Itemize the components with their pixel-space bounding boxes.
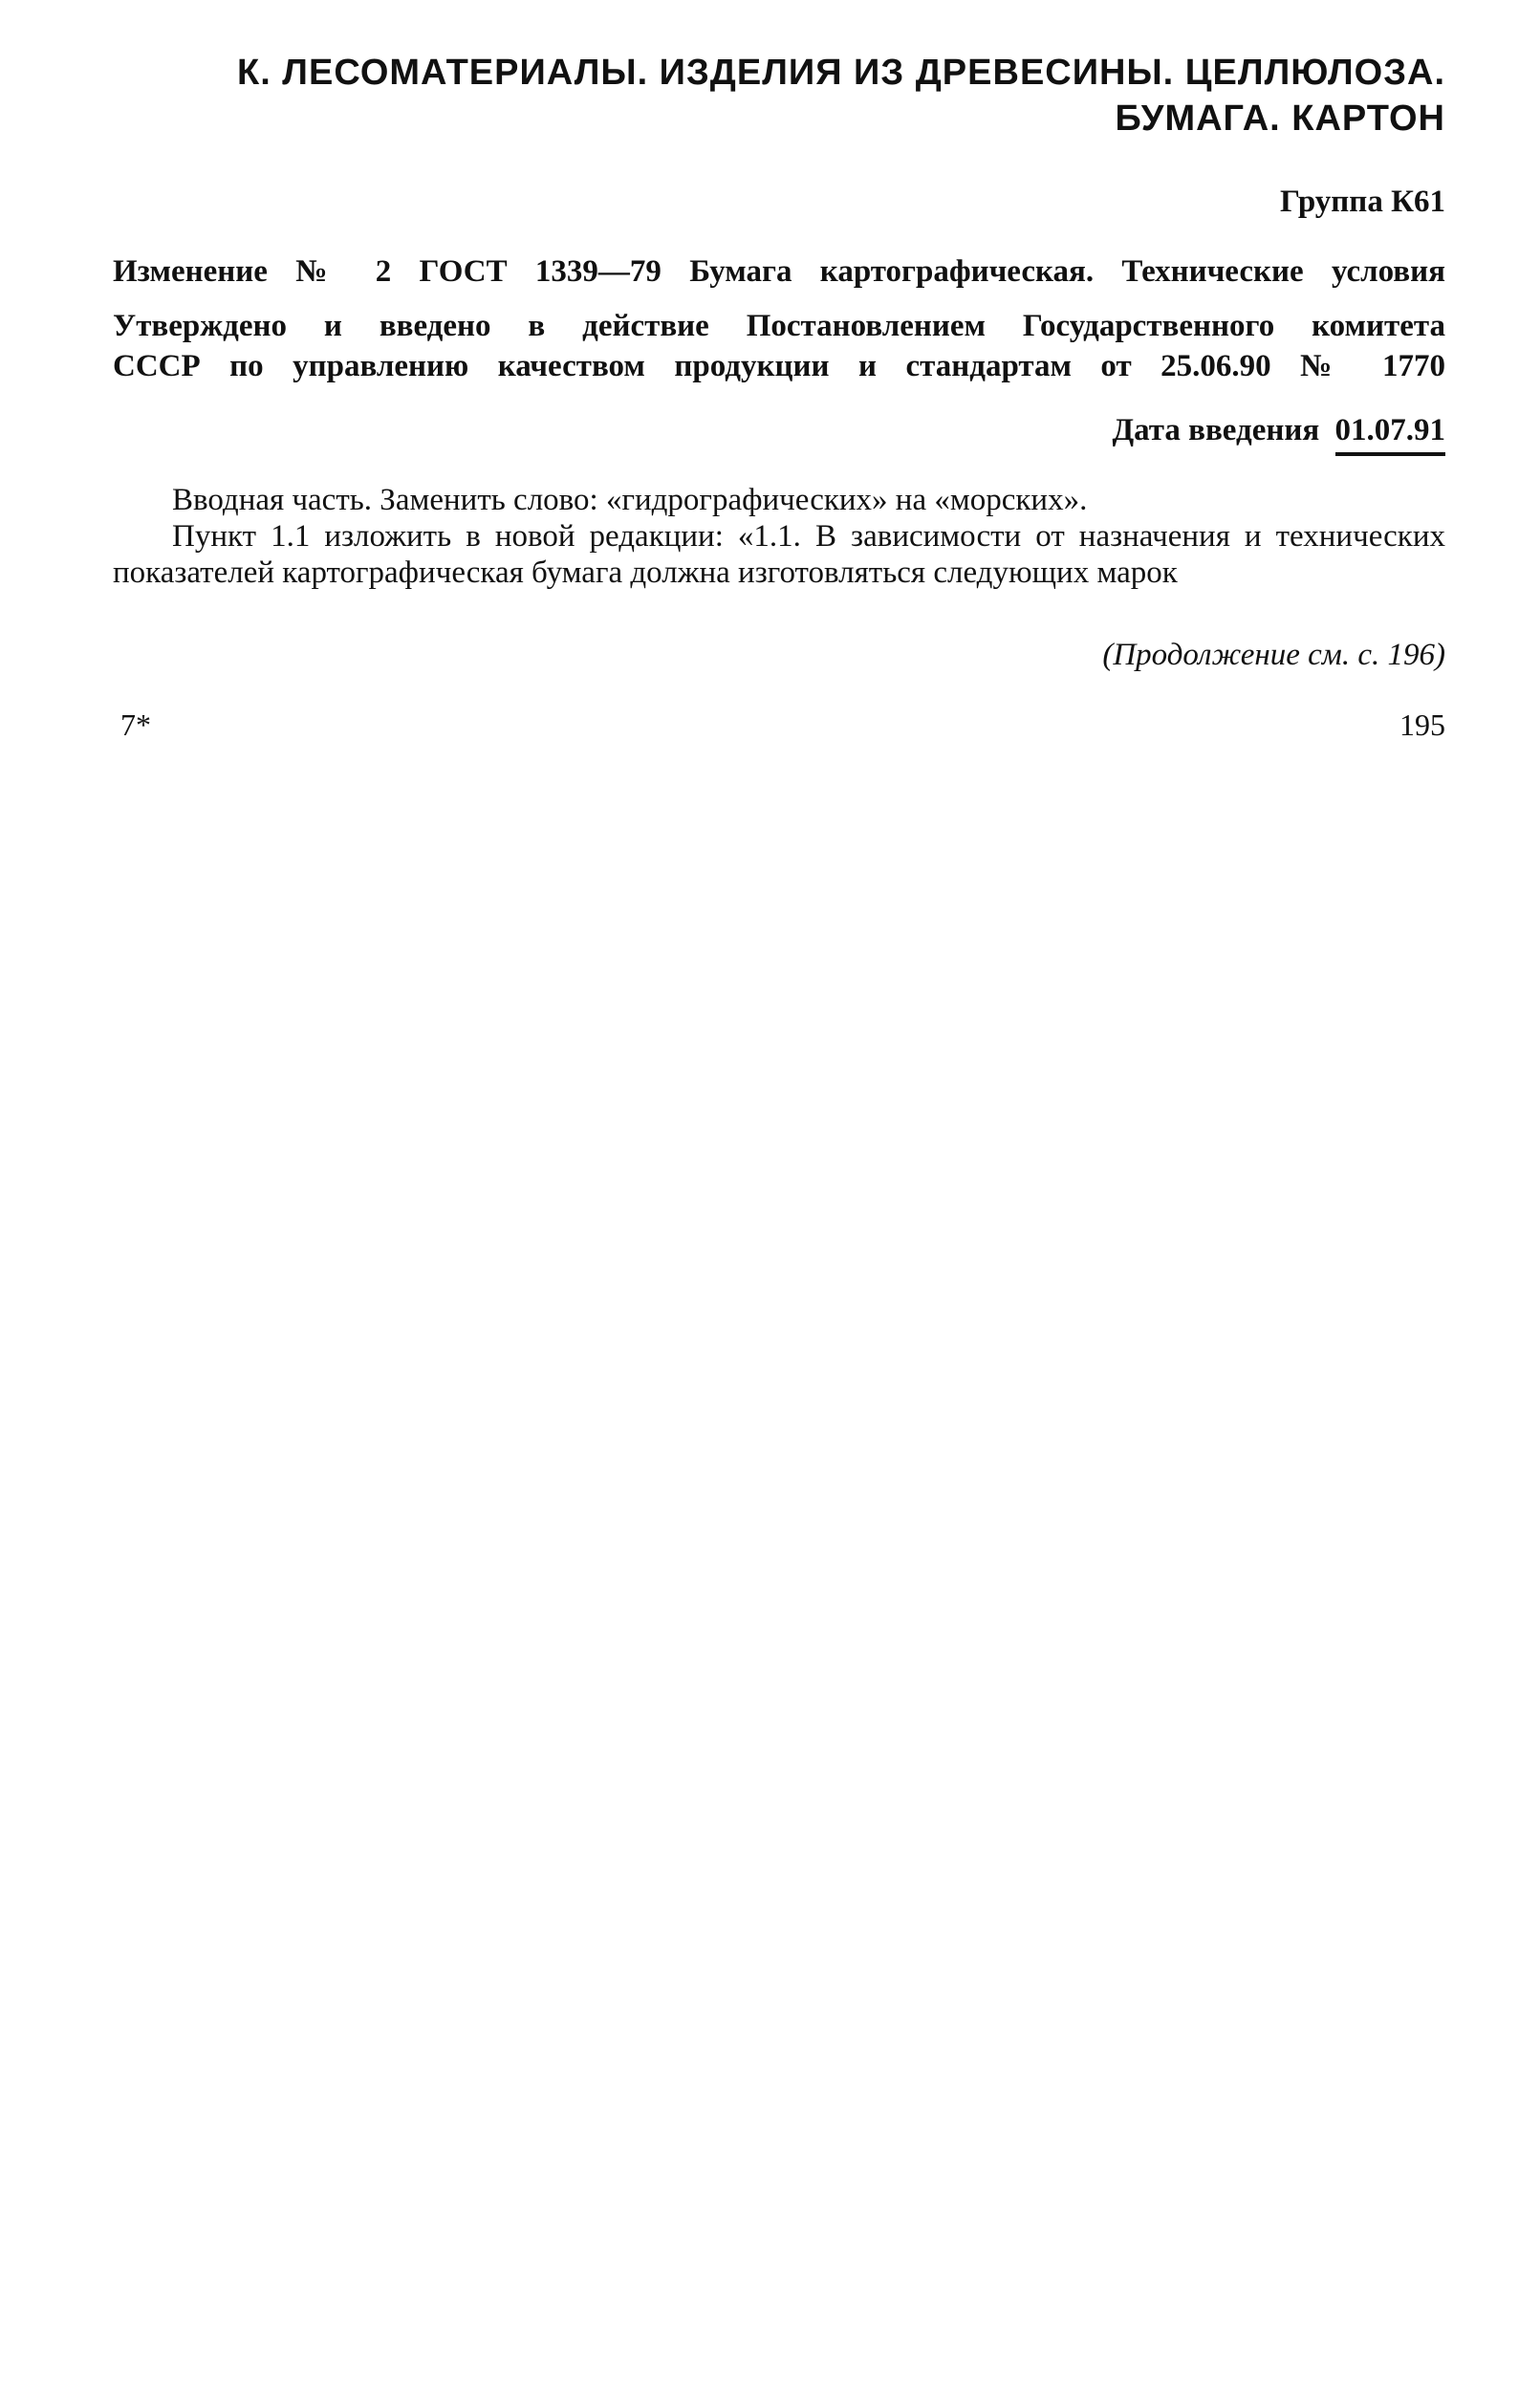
introduction-date-label: Дата введения	[1112, 413, 1320, 447]
change-title: Изменение № 2 ГОСТ 1339—79 Бумага картографическая. Технические условия	[113, 254, 1445, 289]
section-title-line1: К. ЛЕСОМАТЕРИАЛЫ. ИЗДЕЛИЯ ИЗ ДРЕВЕСИНЫ. ЦЕЛЛЮЛОЗА.	[237, 53, 1445, 93]
paragraph-intro-part: Вводная часть. Заменить слово: «гидрографических» на «морских».	[172, 483, 1088, 517]
section-title-line2: БУМАГА. КАРТОН	[1115, 98, 1445, 139]
page-signature-mark: 7*	[120, 708, 151, 742]
continuation-note: (Продолжение см. с. 196)	[1102, 638, 1445, 672]
body-text	[113, 482, 1445, 591]
approval-line1: Утверждено и введено в действие Постановлением Государственного комитета	[113, 309, 1445, 343]
approval-line2: СССР по управлению качеством продукции и стандартам от 25.06.90 № 1770	[113, 349, 1445, 383]
paragraph-clause-1-1: Пункт 1.1 изложить в новой редакции: «1.1. В зависимости от назначения и технических показателей картографическая бумага должна изготовляться следующих марок	[113, 519, 1445, 590]
section-title	[113, 50, 1445, 142]
page-number: 195	[1399, 708, 1445, 742]
group-code: Группа К61	[1279, 185, 1445, 219]
approval-statement	[113, 306, 1445, 386]
introduction-date	[113, 410, 1445, 456]
introduction-date-value: 01.07.91	[1335, 410, 1446, 456]
